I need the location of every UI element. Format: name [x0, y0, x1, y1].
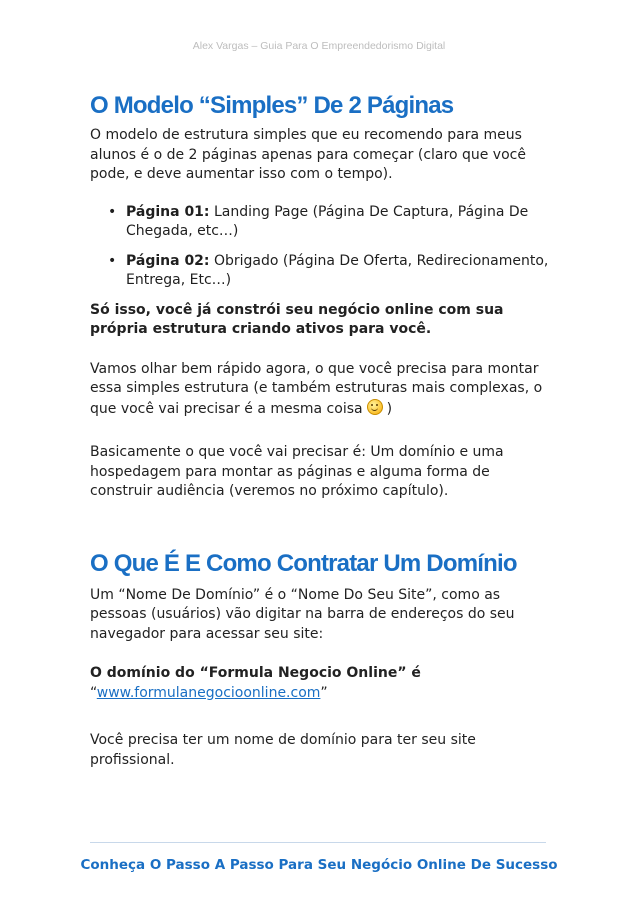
running-header: Alex Vargas – Guia Para O Empreendedorismo Digital — [192, 40, 446, 52]
bullet-icon: • — [108, 203, 117, 220]
requirements-paragraph: Basicamente o que você vai precisar é: Um domínio e uma hospedagem para montar as páginas e alguma forma de construir audiência (veremos no próximo capítulo). — [90, 444, 504, 499]
domain-definition-paragraph: Um “Nome De Domínio” é o “Nome Do Seu Site”, como as pessoas (usuários) vão digitar na barra de endereços do seu navegador para acessar seu site: — [90, 586, 515, 642]
smiley-icon — [367, 399, 383, 415]
list-item-text: Obrigado (Página De Oferta, Redirecionamento, Entrega, Etc…) — [126, 252, 549, 288]
domain-need-paragraph: Você precisa ter um nome de domínio para ter seu site profissional. — [90, 732, 476, 768]
list-item-label: Página 02: — [126, 252, 210, 269]
bold-paragraph: Só isso, você já constrói seu negócio online com sua própria estrutura criando ativos para você. — [90, 301, 504, 337]
structure-text: Vamos olhar bem rápido agora, o que você precisa para montar essa simples estrutura (e também estruturas mais complexas, o que você vai precisar é a mesma coisa — [90, 360, 543, 417]
list-item-label: Página 01: — [126, 203, 210, 220]
domain-example — [90, 664, 550, 703]
list-item-page-02 — [90, 252, 550, 291]
section-title-dominio: O Que É E Como Contratar Um Domínio — [90, 549, 517, 577]
quote-close: ” — [320, 684, 328, 701]
domain-example-label: O domínio do “Formula Negocio Online” é — [90, 665, 421, 681]
structure-text-end: ) — [386, 400, 393, 417]
structure-paragraph — [90, 360, 550, 420]
list-item-text: Landing Page (Página De Captura, Página De Chegada, etc…) — [126, 203, 529, 239]
list-item-page-01 — [90, 203, 550, 242]
page-content — [90, 92, 550, 770]
quote-open: “ — [90, 684, 97, 701]
intro-paragraph: O modelo de estrutura simples que eu recomendo para meus alunos é o de 2 páginas apenas para começar (claro que você pode, e deve aumentar isso com o tempo). — [90, 127, 526, 182]
bullet-icon: • — [108, 252, 117, 269]
domain-link[interactable]: www.formulanegocioonline.com — [96, 684, 321, 701]
section-title-modelo: O Modelo “Simples” De 2 Páginas — [90, 92, 454, 119]
footer-divider — [90, 842, 546, 843]
footer-cta: Conheça O Passo A Passo Para Seu Negócio Online De Sucesso — [80, 857, 558, 873]
pages-list — [90, 203, 550, 291]
